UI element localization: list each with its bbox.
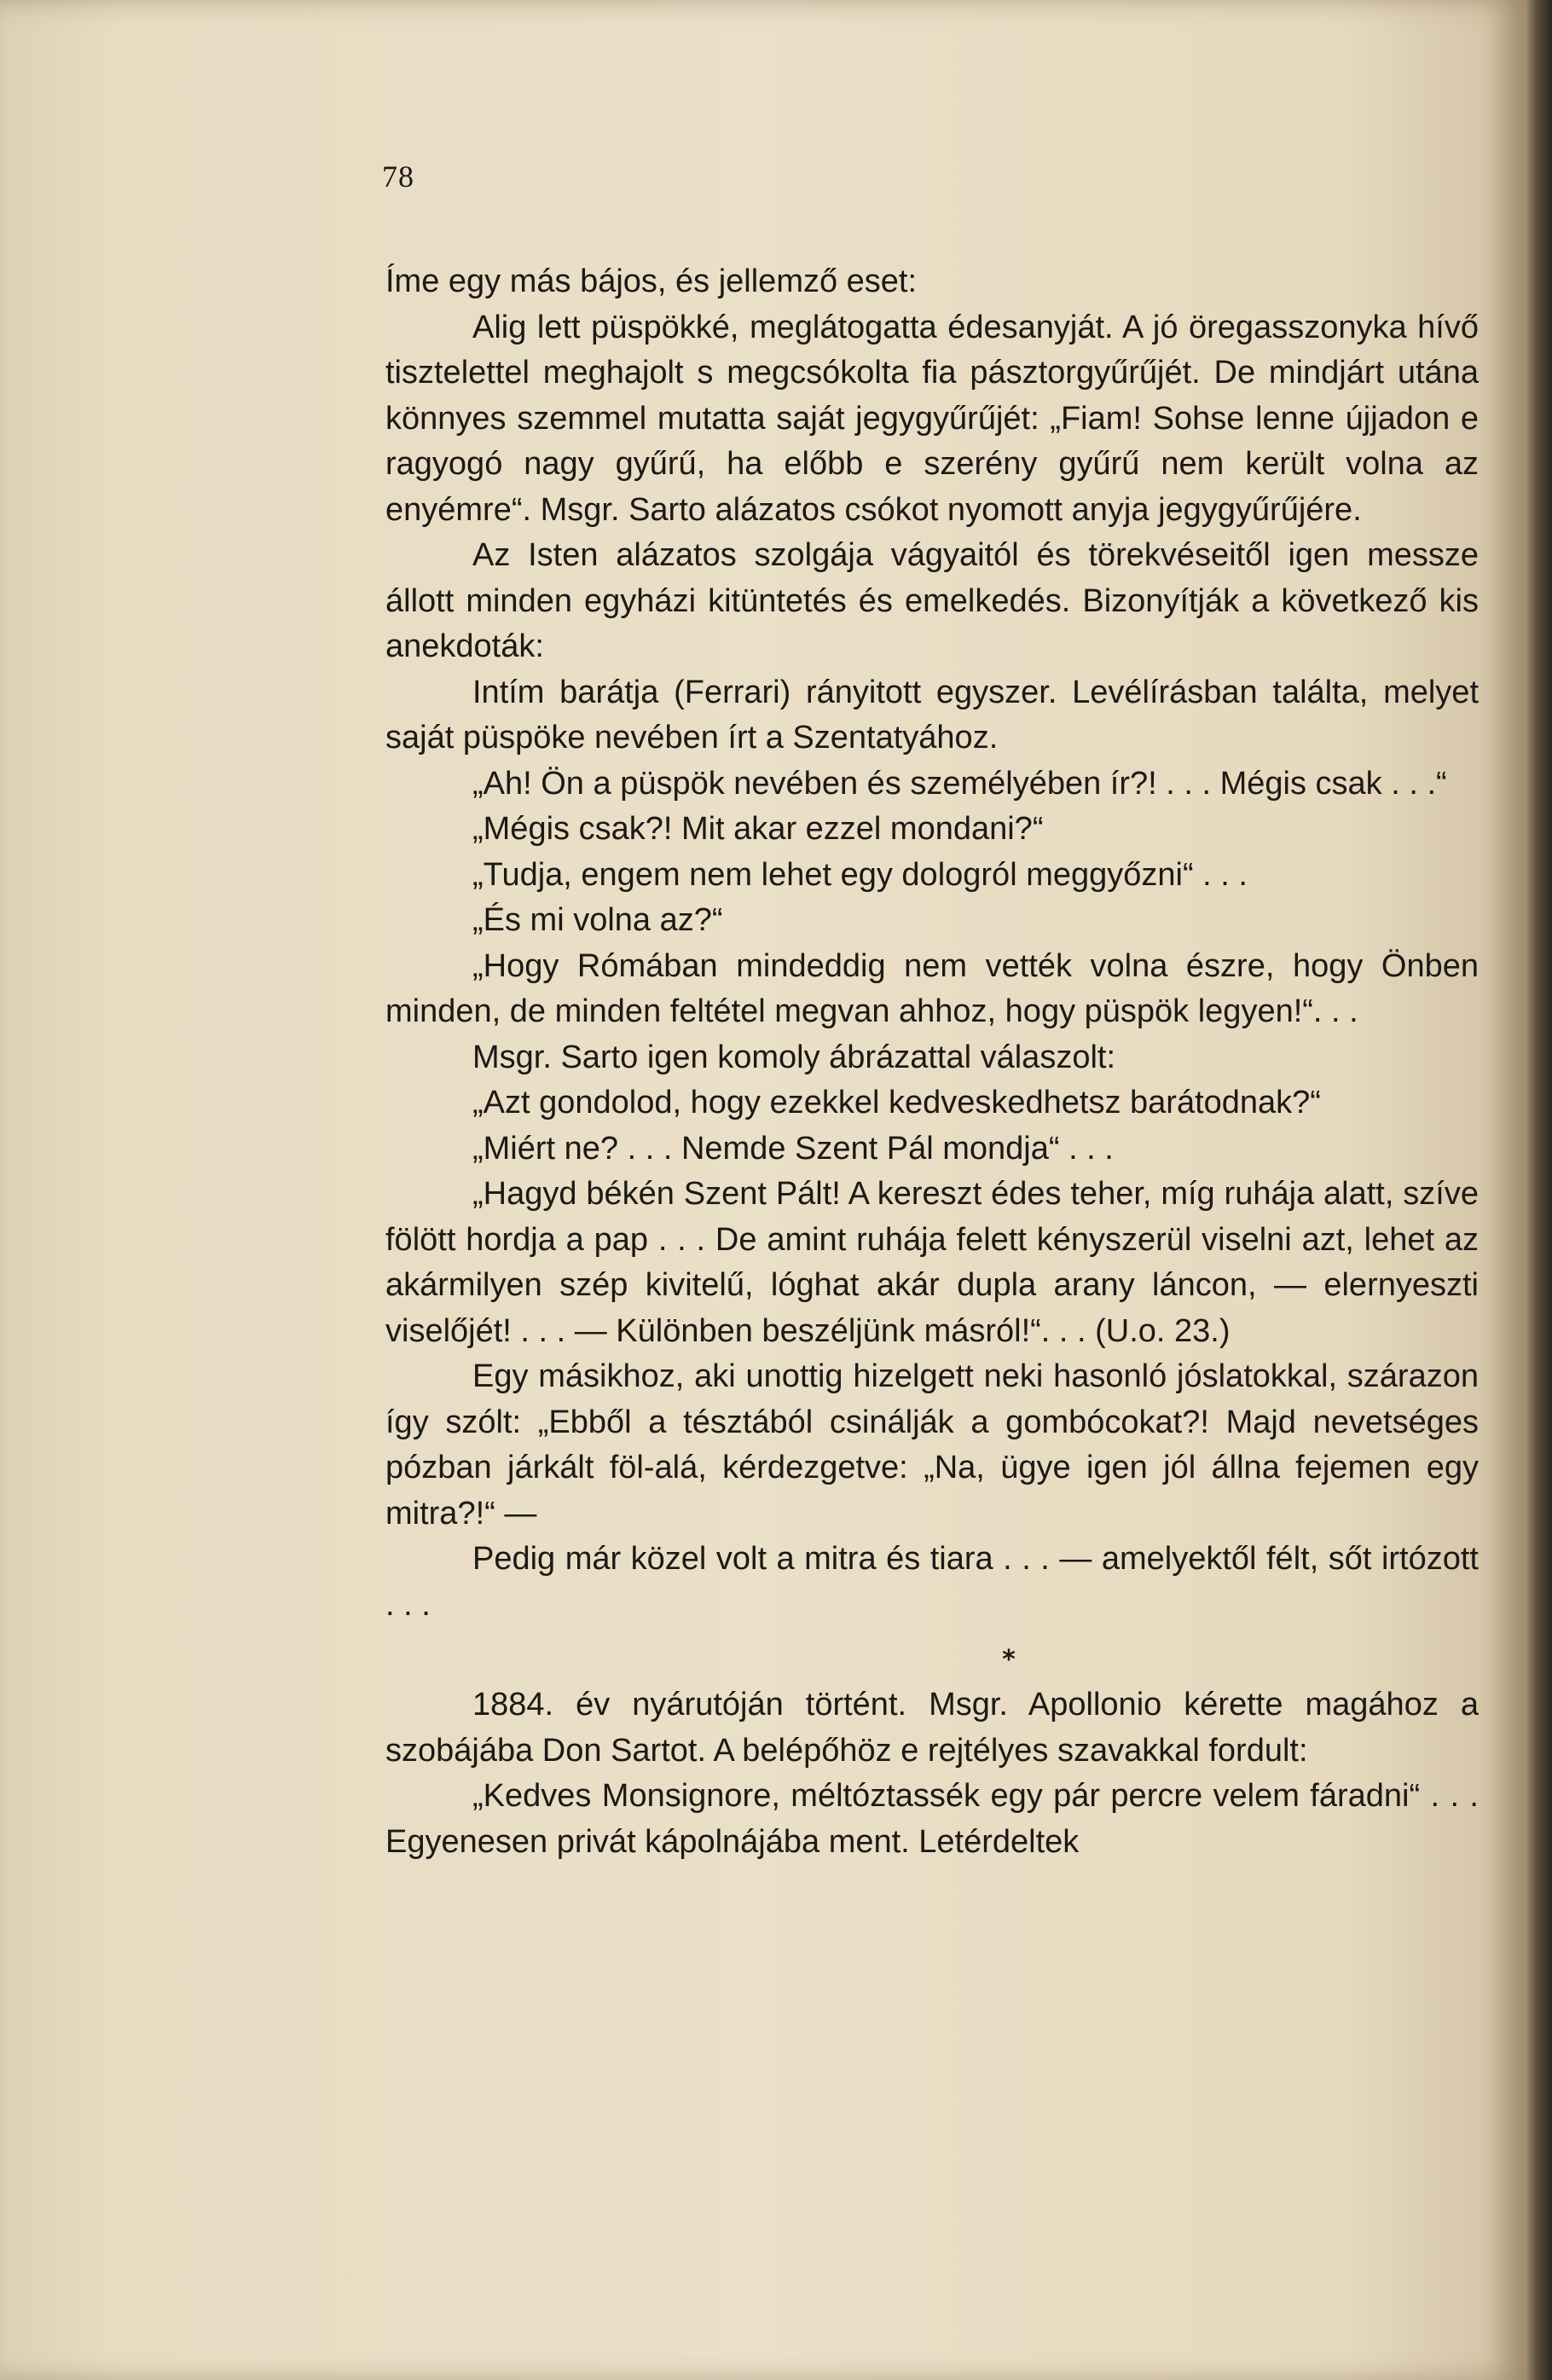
paragraph: „Hogy Rómában mindeddig nem vették volna észre, hogy Önben minden, de minden feltétel megvan ahhoz, hogy püspök legyen!“. . .: [385, 947, 1479, 1029]
paragraph: „Hagyd békén Szent Pált! A kereszt édes teher, míg ruhája alatt, szíve fölött hordja a pap . . . De amint ruhája felett kényszerül viselni azt, lehet az akármilyen szép kivitelű, lóghat akár dupla arany láncon, — elernyeszti viselőjét! . . . — Különben beszéljünk másról!“. . . (U.o. 23.): [385, 1176, 1479, 1349]
paragraph: „Azt gondolod, hogy ezekkel kedveskedhetsz barátodnak?“: [472, 1085, 1321, 1121]
paragraph: „Miért ne? . . . Nemde Szent Pál mondja“ . . .: [472, 1130, 1114, 1167]
paragraph: Alig lett püspökké, meglátogatta édesanyját. A jó öregasszonyka hívő tisztelettel meghajolt s megcsókolta fia pásztorgyűrűjét. De mindjárt utána könnyes szemmel mutatta saját jegygyűrűjét: „Fiam! Sohse lenne újjadon e ragyogó nagy gyűrű, ha előbb e szerény gyűrű nem került volna az enyémre“. Msgr. Sarto alázatos csókot nyomott anyja jegygyűrűjére.: [385, 309, 1479, 528]
paragraph: Intím barátja (Ferrari) rányitott egyszer. Levélírásban találta, melyet saját püspöke nevében írt a Szentatyához.: [385, 674, 1479, 756]
section-separator: *: [1002, 1645, 1016, 1675]
paragraph: „Tudja, engem nem lehet egy dologról meggyőzni“ . . .: [472, 856, 1248, 893]
paragraph: Egy másikhoz, aki unottig hizelgett neki hasonló jóslatokkal, szárazon így szólt: „Ebből a tésztából csinálják a gombócokat?! Majd nevetséges pózban járkált föl-alá, kérdezgetve: „Na, ügye igen jól állna fejemen egy mitra?!“ —: [385, 1358, 1479, 1532]
paragraph: „És mi volna az?“: [472, 902, 723, 938]
paragraph: „Ah! Ön a püspök nevében és személyében ír?! . . . Mégis csak . . .“: [472, 765, 1447, 802]
page-edge-shadow: [1526, 0, 1552, 2380]
paragraph: „Kedves Monsignore, méltóztassék egy pár percre velem fáradni“ . . . Egyenesen privát kápolnájába ment. Letérdeltek: [385, 1778, 1479, 1860]
paragraph: 1884. év nyárutóján történt. Msgr. Apollonio kérette magához a szobájába Don Sartot. A belépőhöz e rejtélyes szavakkal fordult:: [385, 1687, 1479, 1769]
page-number: 78: [382, 159, 414, 194]
paragraph: Pedig már közel volt a mitra és tiara . . . — amelyektől félt, sőt irtózott . . .: [385, 1541, 1479, 1623]
paragraph: Íme egy más bájos, és jellemző eset:: [385, 263, 918, 299]
paragraph: Msgr. Sarto igen komoly ábrázattal válaszolt:: [472, 1039, 1116, 1075]
paragraph: „Mégis csak?! Mit akar ezzel mondani?“: [472, 811, 1044, 847]
body-text: [385, 259, 1479, 1865]
paragraph: Az Isten alázatos szolgája vágyaitól és törekvéseitől igen messze állott minden egyházi kitüntetés és emelkedés. Bizonyítják a következő kis anekdoták:: [385, 537, 1479, 664]
